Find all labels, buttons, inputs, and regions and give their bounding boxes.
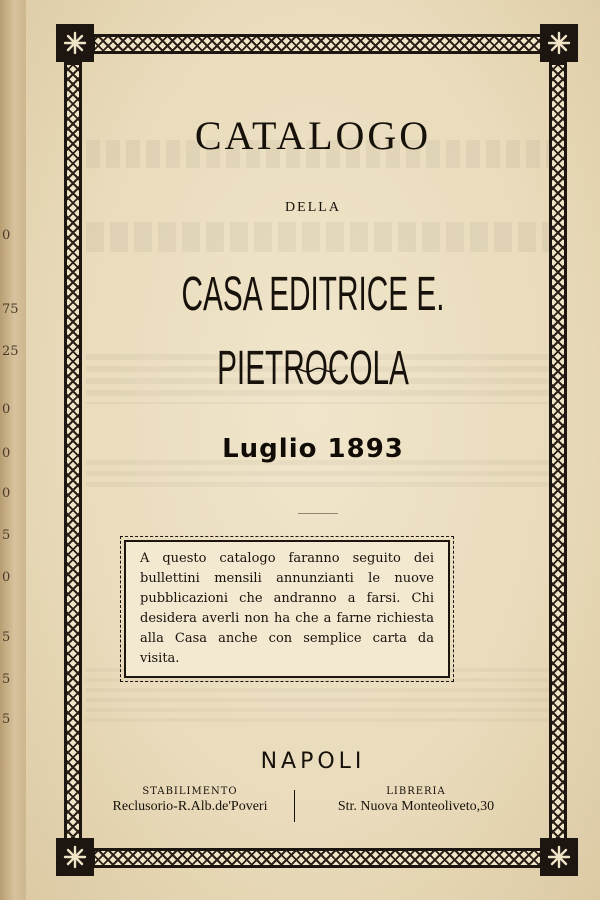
margin-number: 0 xyxy=(2,402,11,417)
margin-number: 25 xyxy=(2,344,19,359)
bleed-through-mark xyxy=(86,222,566,252)
catalog-heading: CATALOGO xyxy=(194,113,432,158)
margin-number: 5 xyxy=(2,672,11,687)
swash-ornament-icon xyxy=(288,364,338,376)
margin-number: 5 xyxy=(2,528,11,543)
margin-number: 0 xyxy=(2,446,11,461)
bookshop-label: LIBRERIA xyxy=(386,786,446,797)
margin-number: 75 xyxy=(2,302,19,317)
printing-works-label: STABILIMENTO xyxy=(142,786,238,797)
margin-number: 5 xyxy=(2,630,11,645)
catalog-title-page xyxy=(26,0,600,900)
bookshop-address xyxy=(306,786,526,815)
previous-page-edge xyxy=(0,0,27,900)
margin-number: 0 xyxy=(2,486,11,501)
bookshop-text: Str. Nuova Monteoliveto,30 xyxy=(337,799,495,814)
city-name: NAPOLI xyxy=(260,749,366,774)
margin-number: 5 xyxy=(2,712,11,727)
printing-works-address xyxy=(86,786,294,815)
divider-rule xyxy=(298,513,338,514)
publisher-name: CASA EDITRICE E. PIETROCOLA xyxy=(181,268,445,395)
printing-works-text: Reclusorio-R.Alb.de'Poveri xyxy=(112,799,268,814)
notice-box xyxy=(124,540,450,678)
margin-number: 0 xyxy=(2,228,11,243)
address-divider xyxy=(294,790,295,822)
catalog-date: Luglio 1893 xyxy=(222,434,404,464)
della-subheading: DELLA xyxy=(285,200,341,215)
asterisk-ornament-icon xyxy=(540,24,578,62)
bleed-through-mark xyxy=(86,460,566,490)
asterisk-ornament-icon xyxy=(540,838,578,876)
asterisk-ornament-icon xyxy=(56,838,94,876)
notice-text: A questo catalogo faranno seguito dei bullettini mensili annunzianti le nuove pubblicazioni che andranno a farsi. Chi desidera averli non ha che a farne richiesta alla Casa anche con semplice carta da visita. xyxy=(140,551,434,666)
margin-number: 0 xyxy=(2,570,11,585)
asterisk-ornament-icon xyxy=(56,24,94,62)
frame-border-bottom xyxy=(92,848,550,868)
frame-border-top xyxy=(92,34,550,54)
